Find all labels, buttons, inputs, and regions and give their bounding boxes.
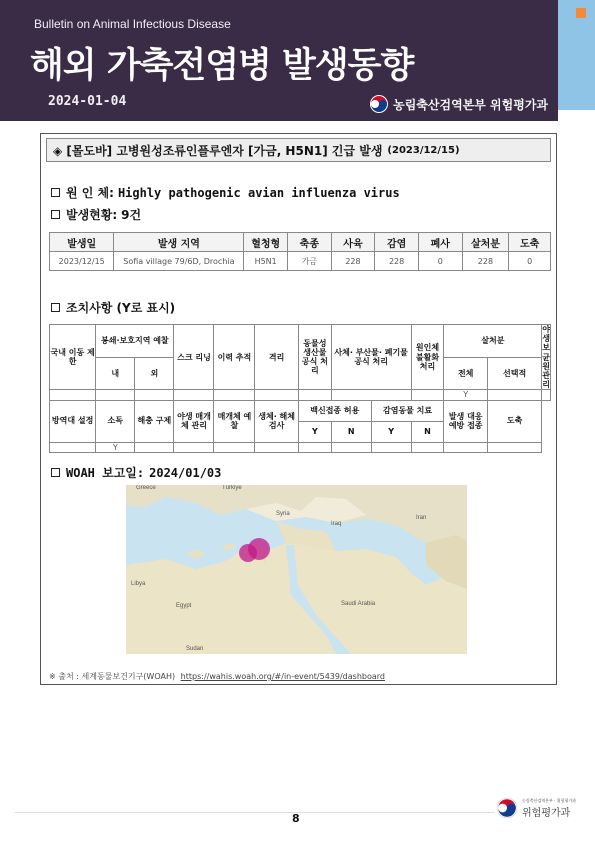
- map-label: Syria: [276, 511, 290, 517]
- table-cell: 가금: [288, 252, 332, 271]
- table-row: [50, 252, 551, 271]
- measure-mark: Y: [96, 442, 135, 452]
- measure-col: 백신접종 허용: [298, 400, 371, 421]
- col-header: 사육: [331, 233, 375, 252]
- table-cell: 2023/12/15: [50, 252, 114, 271]
- org-name: 농림축산검역본부 위험평가과: [393, 97, 548, 112]
- col-header: 도축: [509, 233, 551, 252]
- woah-label: WOAH 보고일:: [66, 466, 145, 480]
- col-header: 폐사: [418, 233, 462, 252]
- measure-subcol: N: [411, 421, 444, 442]
- map-label: Iraq: [331, 521, 342, 527]
- table-cell: Sofia village 79/6D, Drochia: [114, 252, 244, 271]
- measure-col: 야생 매개체 관리: [174, 400, 214, 442]
- report-title-date: (2023/12/15): [387, 144, 460, 156]
- measure-mark: Y: [444, 390, 488, 400]
- measure-col: 도축: [487, 400, 541, 442]
- checkbox-square-icon: [51, 303, 60, 312]
- source-link[interactable]: https://wahis.woah.org/#/in-event/5439/dashboard: [180, 672, 385, 681]
- woah-line: [51, 464, 221, 481]
- page-number: 8: [292, 812, 300, 825]
- measure-col: 살처분: [444, 325, 542, 358]
- map-label: Libya: [131, 581, 146, 587]
- status-line: [51, 206, 141, 223]
- taegeuk-icon: [369, 94, 389, 114]
- map-label: Greece: [136, 485, 156, 491]
- measure-values-row: [50, 442, 551, 452]
- map-label: Sudan: [186, 646, 204, 652]
- measure-col: 사체· 부산물· 폐기물 공식 처리: [331, 325, 411, 390]
- measure-subcol: 외: [135, 357, 174, 390]
- table-cell: 228: [375, 252, 419, 271]
- map-label: Saudi Arabia: [341, 601, 376, 607]
- measure-col: 방역대 설정: [50, 400, 96, 442]
- side-accent-orange: [576, 8, 586, 18]
- col-header: 축종: [288, 233, 332, 252]
- measures-table: [49, 324, 551, 453]
- measure-col: 매개체 예찰: [214, 400, 255, 442]
- bulletin-subtitle: Bulletin on Animal Infectious Disease: [34, 17, 231, 31]
- measure-col: 동물성 생산물 공식 처리: [298, 325, 331, 390]
- outbreak-table-header: [50, 233, 551, 252]
- report-title-bar: [46, 138, 551, 162]
- measure-subcol: 선택적: [487, 357, 541, 390]
- col-header: 살처분: [462, 233, 509, 252]
- page-title: 해외 가축전염병 발생동향: [30, 46, 414, 86]
- table-cell: 228: [331, 252, 375, 271]
- col-header: 발생 지역: [114, 233, 244, 252]
- measure-col: 생체· 해체 검사: [255, 400, 299, 442]
- footer-org-name: 위험평가과: [522, 807, 571, 819]
- source-note: [49, 671, 385, 682]
- measures-label: 조치사항 (Y로 표시): [66, 301, 176, 315]
- measures-heading: [51, 299, 175, 316]
- table-cell: 228: [462, 252, 509, 271]
- measure-subcol: Y: [371, 421, 411, 442]
- pathogen-line: [51, 184, 400, 201]
- footer-rule: [15, 812, 495, 813]
- taegeuk-icon: [496, 797, 518, 819]
- table-cell: H5N1: [244, 252, 288, 271]
- measure-values-row: [50, 390, 551, 400]
- footer-org-small: 농림축산검역본부 · 위험평가과: [522, 797, 577, 803]
- measure-col: 감염동물 치료: [371, 400, 444, 421]
- col-header: 혈청형: [244, 233, 288, 252]
- map-svg: [126, 485, 467, 654]
- org-logo: [369, 94, 548, 114]
- table-cell: 0: [509, 252, 551, 271]
- status-value: 9건: [121, 208, 142, 222]
- measure-col: 스크 리닝: [174, 325, 214, 390]
- measure-col: 야생 보균원 관리: [542, 325, 550, 390]
- status-label: 발생현황:: [66, 208, 118, 222]
- measure-col: 이력 추적: [214, 325, 255, 390]
- checkbox-square-icon: [51, 468, 60, 477]
- measure-col: 소독: [96, 400, 135, 442]
- checkbox-square-icon: [51, 210, 60, 219]
- measure-col: 봉쇄·보호지역 예찰: [96, 325, 174, 358]
- map-label: Iran: [416, 515, 427, 521]
- col-header: 감염: [375, 233, 419, 252]
- measure-col: 격리: [255, 325, 299, 390]
- outbreak-map: [126, 485, 467, 654]
- measure-col: 원인체 불활화 처리: [411, 325, 444, 390]
- measure-subcol: 내: [96, 357, 135, 390]
- measure-col: 해충 구제: [135, 400, 174, 442]
- measure-subcol: Y: [298, 421, 331, 442]
- checkbox-square-icon: [51, 188, 60, 197]
- col-header: 발생일: [50, 233, 114, 252]
- map-label: Egypt: [176, 603, 192, 609]
- woah-date: 2024/01/03: [149, 465, 222, 480]
- outbreak-table: [49, 232, 551, 271]
- measure-col: 국내 이동 제한: [50, 325, 96, 390]
- map-label: Türkiye: [222, 485, 242, 491]
- pathogen-label: 원 인 체:: [66, 186, 114, 200]
- table-cell: 0: [418, 252, 462, 271]
- page-header: [0, 0, 558, 121]
- measure-col: 발생 대응 예방 접종: [444, 400, 488, 442]
- issue-date: 2024-01-04: [48, 94, 127, 109]
- measure-subcol: 전체: [444, 357, 488, 390]
- report-title: ◈ [몰도바] 고병원성조류인플루엔자 [가금, H5N1] 긴급 발생: [53, 143, 383, 158]
- source-label: ※ 출처 : 세계동물보건기구(WOAH): [49, 672, 176, 681]
- measure-subcol: N: [331, 421, 371, 442]
- footer-logo: [496, 797, 576, 819]
- pathogen-value: Highly pathogenic avian influenza virus: [117, 185, 400, 200]
